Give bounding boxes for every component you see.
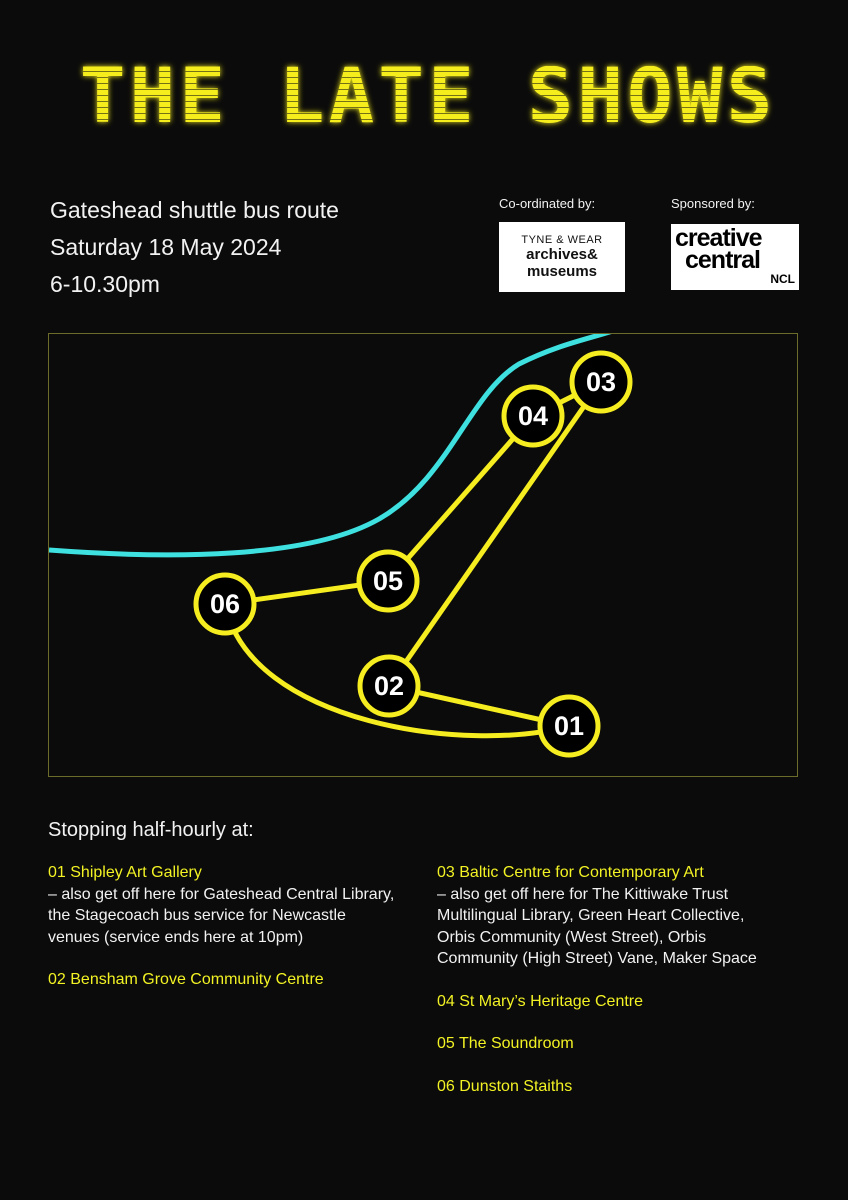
stop-entry [48, 862, 398, 948]
stop-name: 06 Dunston Staiths [437, 1077, 573, 1095]
stop-name: 05 The Soundroom [437, 1035, 574, 1052]
event-time: 6-10.30pm [50, 271, 160, 297]
stops-left-column [48, 862, 398, 1012]
twam-logo-line2: archives& [526, 246, 598, 263]
event-details [50, 192, 339, 303]
stop-marker-label: 05 [372, 566, 404, 596]
coordinated-by-caption: Co-ordinated by: [499, 196, 596, 211]
creative-central-logo [671, 224, 799, 290]
stop-note: – also get off here for Gateshead Central Library, the Stagecoach bus service for Newcastle venues (service ends here at 10pm) [48, 885, 395, 946]
stop-marker-label: 02 [373, 671, 405, 701]
twam-logo-line1: TYNE & WEAR [521, 234, 603, 246]
route-map [48, 333, 798, 777]
stop-entry [437, 1033, 787, 1055]
stop-name: 04 St Mary’s Heritage Centre [437, 992, 644, 1010]
route-name: Gateshead shuttle bus route [50, 197, 339, 223]
stop-marker-02 [360, 657, 418, 715]
svg-text:THE LATE SHOWS: THE LATE SHOWS [79, 60, 777, 140]
stop-name: 01 Shipley Art Gallery [48, 864, 202, 881]
sponsor-block [671, 196, 795, 286]
route-map-svg [49, 334, 798, 777]
event-date: Saturday 18 May 2024 [50, 234, 282, 260]
stop-marker-04 [504, 387, 562, 445]
twam-logo-line3: museums [526, 263, 598, 280]
stops-heading: Stopping half-hourly at: [48, 819, 254, 841]
stop-entry [437, 862, 787, 970]
stop-entry [437, 991, 787, 1013]
page-title [48, 60, 808, 140]
stop-marker-03 [572, 353, 630, 411]
stop-marker-label: 01 [553, 711, 585, 741]
stop-marker-label: 06 [209, 589, 241, 619]
stop-note: – also get off here for The Kittiwake Trust Multilingual Library, Green Heart Collective, Orbis Community (West Street), Orbis Community (High Street) Vane, Maker Space [437, 885, 757, 967]
stop-marker-06 [196, 575, 254, 633]
coordinator-block [499, 196, 603, 280]
cc-logo-line2: central [685, 246, 760, 274]
route-segment-02-03 [389, 382, 601, 686]
stop-marker-01 [540, 697, 598, 755]
sponsored-by-caption: Sponsored by: [671, 196, 755, 211]
stop-marker-label: 03 [585, 367, 617, 397]
stop-entry [437, 1076, 787, 1098]
twam-logo [499, 222, 625, 292]
cc-logo-line1: creative [675, 224, 762, 252]
stop-name: 02 Bensham Grove Community Centre [48, 971, 324, 988]
cc-logo-line3: NCL [770, 272, 795, 286]
stops-right-column [437, 862, 787, 1118]
stop-marker-label: 04 [517, 401, 549, 431]
stop-name: 03 Baltic Centre for Contemporary Art [437, 864, 704, 881]
stop-entry [48, 969, 398, 991]
stop-marker-05 [359, 552, 417, 610]
